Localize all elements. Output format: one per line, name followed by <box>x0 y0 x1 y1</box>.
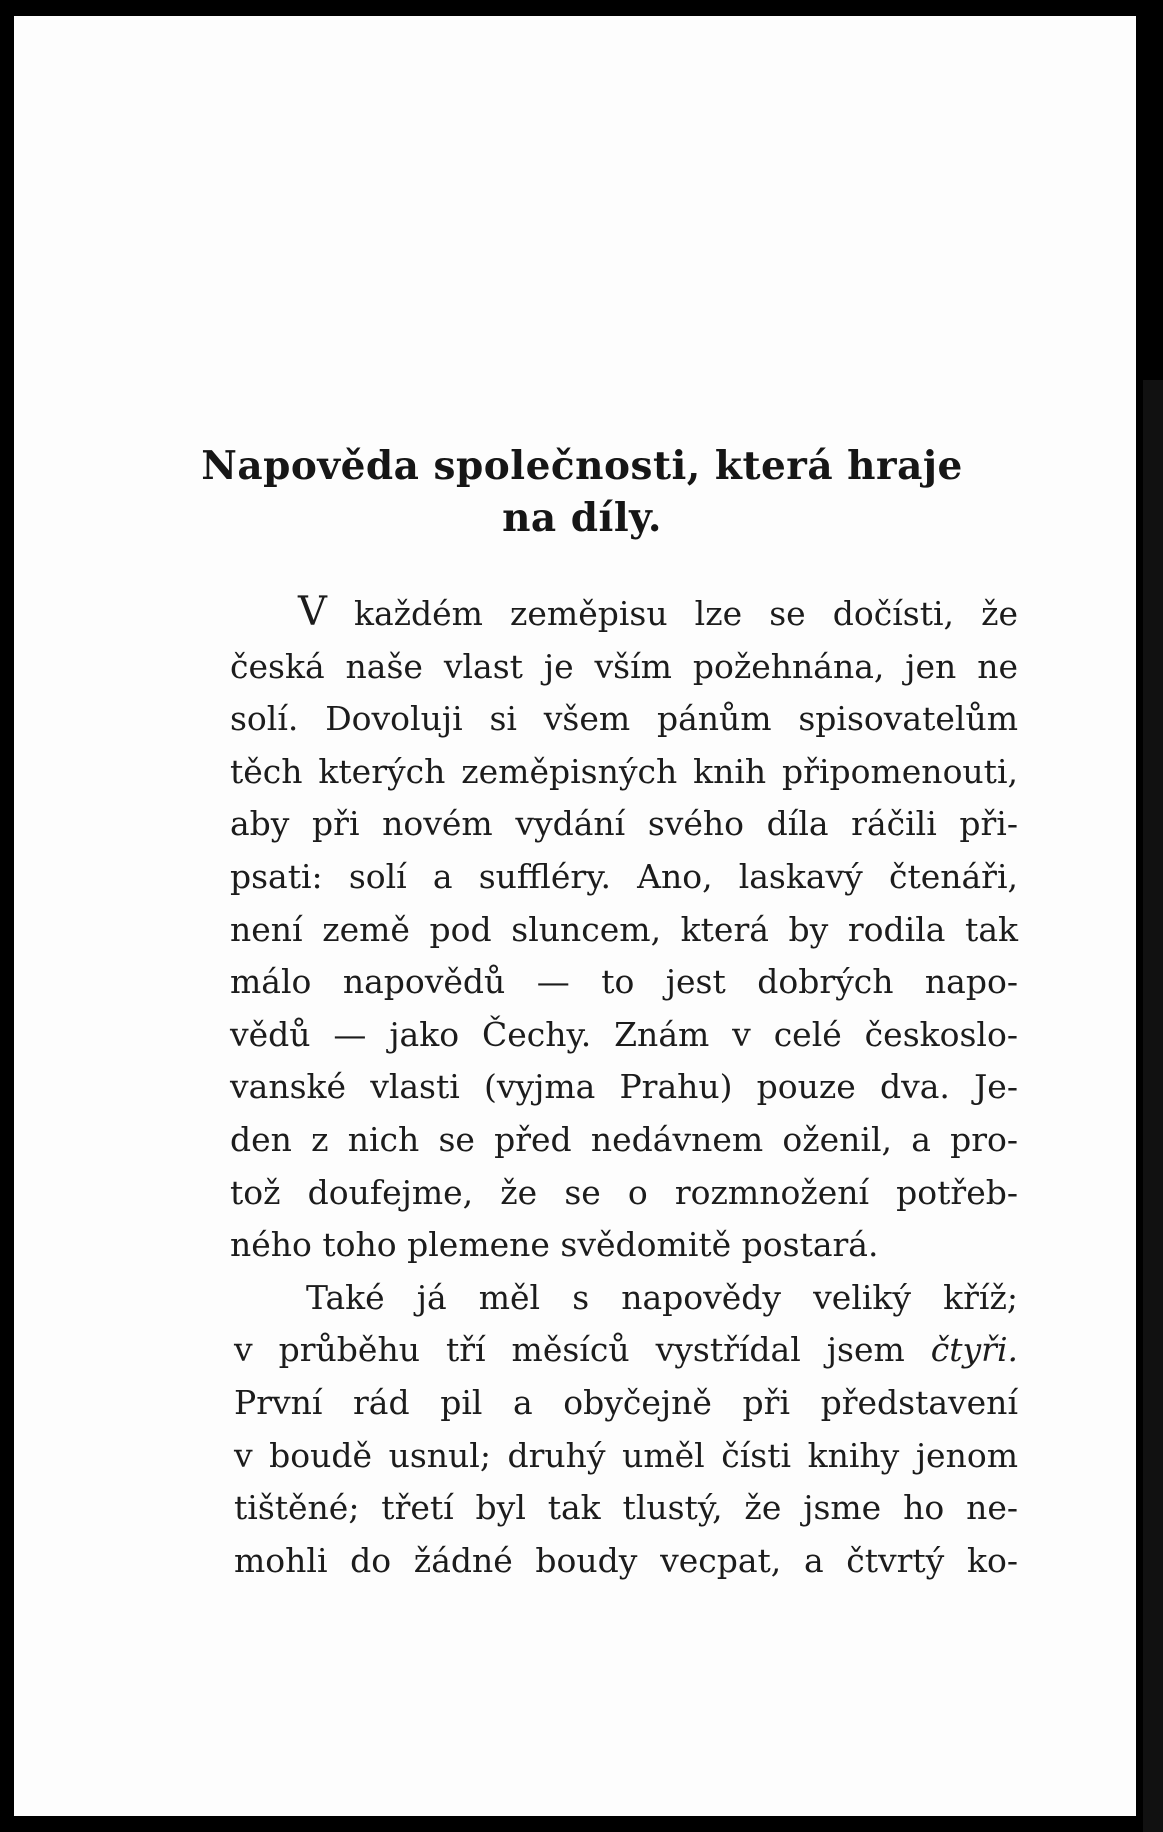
text-line: mohli do žádné boudy vecpat, a čtvrtý ko- <box>234 1540 1018 1580</box>
text-line: v boudě usnul; druhý uměl čísti knihy jenom <box>234 1435 1018 1475</box>
paragraph-2 <box>162 1272 1018 1588</box>
paragraph-1 <box>162 588 1018 1272</box>
text-line: den z nich se před nedávnem oženil, a pro- <box>230 1119 1018 1159</box>
text-line: málo napovědů — to jest dobrých napo- <box>230 962 1018 1002</box>
text-line: není země pod sluncem, která by rodila tak <box>230 909 1018 949</box>
text-line: solí. Dovoluji si všem pánům spisovatelům <box>230 699 1018 739</box>
text-line: aby při novém vydání svého díla ráčili při- <box>230 804 1018 844</box>
text-line: v průběhu tří měsíců vystřídal jsem čtyři. <box>234 1330 1018 1370</box>
text-line: vanské vlasti (vyjma Prahu) pouze dva. Je- <box>230 1067 1018 1107</box>
chapter-title-line-2: na díly. <box>502 495 662 541</box>
text-line: ného toho plemene svědomitě postará. <box>230 1225 879 1265</box>
body-text <box>162 588 1018 1587</box>
drop-cap: V <box>298 589 327 635</box>
text-line: těch kterých zeměpisných knih připomenouti, <box>230 751 1018 791</box>
page-edge-shadow <box>1143 380 1163 1832</box>
chapter-title-line-1: Napověda společnosti, která hraje <box>201 443 963 489</box>
text-line: První rád pil a obyčejně při představení <box>234 1382 1018 1422</box>
text-line: česká naše vlast je vším požehnána, jen ne <box>230 646 1018 686</box>
text-line: tištěné; třetí byl tak tlustý, že jsme ho ne- <box>234 1488 1018 1528</box>
text-line: Také já měl s napovědy veliký kříž; <box>306 1277 1018 1317</box>
text-line: V každém zeměpisu lze se dočísti, že <box>298 589 1018 635</box>
text-line: vědů — jako Čechy. Znám v celé českoslo- <box>230 1014 1018 1054</box>
text-line: psati: solí a suffléry. Ano, laskavý čtenáři, <box>230 856 1018 896</box>
chapter-title <box>160 440 1004 544</box>
italic-emphasis: čtyři. <box>930 1330 1018 1370</box>
text-line: tož doufejme, že se o rozmnožení potřeb- <box>230 1172 1018 1212</box>
